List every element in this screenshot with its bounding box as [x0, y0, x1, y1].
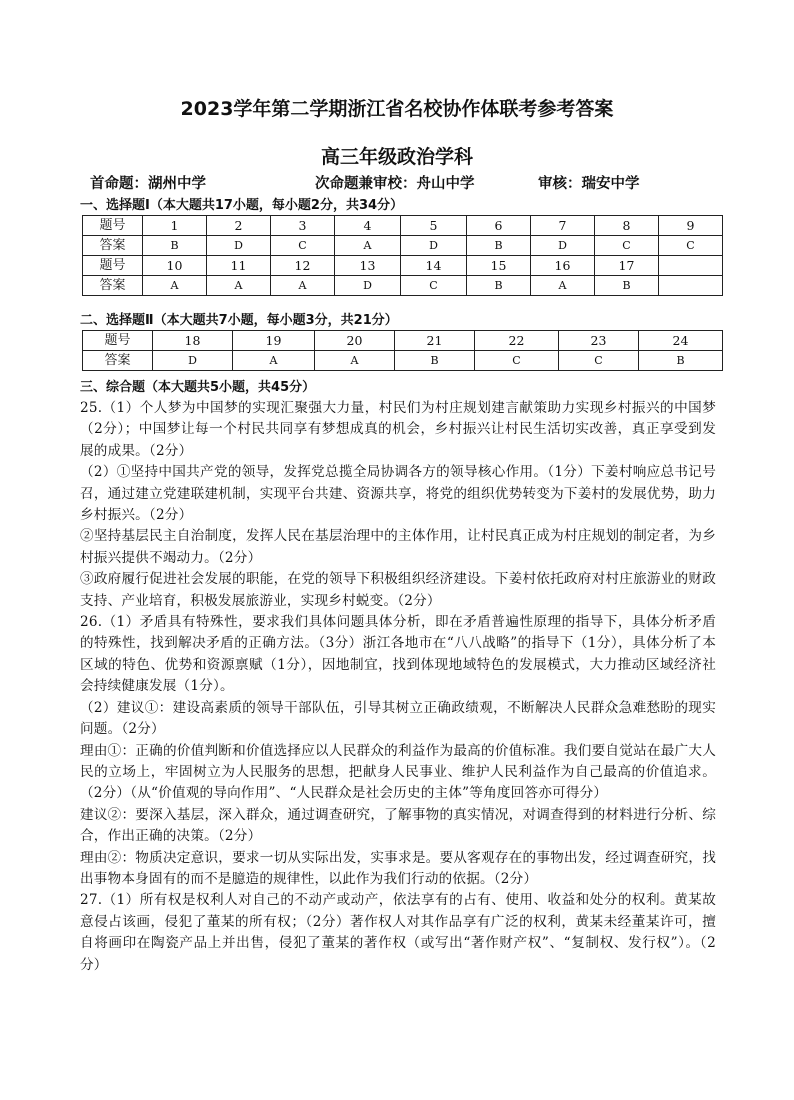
answer-cell: A	[143, 276, 207, 296]
row-label: 答案	[83, 236, 143, 256]
answer-cell: D	[401, 236, 467, 256]
reviewer: 审核：瑞安中学	[538, 176, 640, 192]
answer-cell: D	[153, 351, 233, 371]
question-number: 20	[315, 331, 395, 351]
answer-cell: C	[271, 236, 335, 256]
question-number: 8	[595, 216, 659, 236]
table-row	[83, 216, 723, 236]
row-label: 题号	[83, 216, 143, 236]
question-number: 13	[335, 256, 401, 276]
answer-paragraph: 理由①：正确的价值判断和价值选择应以人民群众的利益作为最高的价值标准。我们要自觉站在最广大人民的立场上，牢固树立为人民服务的思想，把献身人民事业、维护人民利益作为自己最高的价值追求。（2分）（从“价值观的导向作用”、“人民群众是社会历史的主体”等角度回答亦可得分）	[80, 742, 716, 802]
question-number: 7	[531, 216, 595, 236]
answer-cell: B	[143, 236, 207, 256]
answer-paragraph: ②坚持基层民主自治制度，发挥人民在基层治理中的主体作用，让村民真正成为村庄规划的制定者，为乡村振兴提供不竭动力。（2分）	[80, 528, 716, 566]
answer-paragraph: ③政府履行促进社会发展的职能，在党的领导下积极组织经济建设。下姜村依托政府对村庄旅游业的财政支持、产业培育，积极发展旅游业，实现乡村蜕变。（2分）	[80, 571, 716, 609]
question-number: 18	[153, 331, 233, 351]
answer-cell: B	[395, 351, 475, 371]
question-number: 16	[531, 256, 595, 276]
question-number: 3	[271, 216, 335, 236]
table-row	[83, 256, 723, 276]
section2-heading: 二、选择题Ⅱ（本大题共7小题，每小题3分，共21分）	[80, 313, 398, 328]
answer-cell: D	[335, 276, 401, 296]
question-number: 24	[639, 331, 723, 351]
answer-cell: A	[335, 236, 401, 256]
answer-paragraph: 建议②：要深入基层，深入群众，通过调查研究，了解事物的真实情况，对调查得到的材料进行分析、综合，作出正确的决策。（2分）	[80, 806, 716, 845]
question-number: 9	[659, 216, 723, 236]
question-number: 21	[395, 331, 475, 351]
comprehensive-answers	[80, 398, 716, 976]
answer-cell: C	[475, 351, 559, 371]
question-number: 14	[401, 256, 467, 276]
credits-line	[90, 172, 740, 194]
section3-heading: 三、综合题（本大题共5小题，共45分）	[80, 380, 316, 395]
row-label: 题号	[83, 256, 143, 276]
answer-cell: A	[271, 276, 335, 296]
section1-answer-table	[82, 215, 723, 296]
answer-cell	[659, 276, 723, 296]
question-number: 23	[559, 331, 639, 351]
question-number: 10	[143, 256, 207, 276]
question-number: 15	[467, 256, 531, 276]
section1-heading: 一、选择题Ⅰ（本大题共17小题，每小题2分，共34分）	[80, 198, 404, 213]
question-number: 2	[207, 216, 271, 236]
row-label: 答案	[83, 276, 143, 296]
answer-cell: C	[659, 236, 723, 256]
answer-paragraph: 理由②：物质决定意识，要求一切从实际出发，实事求是。要从客观存在的事物出发，经过调查研究，找出事物本身固有的而不是臆造的规律性，以此作为我们行动的依据。（2分）	[80, 849, 716, 887]
page-title: 2023学年第二学期浙江省名校协作体联考参考答案	[180, 98, 614, 120]
answer-cell: B	[467, 236, 531, 256]
answer-cell: D	[207, 236, 271, 256]
question-number	[659, 256, 723, 276]
question-number: 5	[401, 216, 467, 236]
answer-cell: C	[401, 276, 467, 296]
answer-paragraph: 26.（1）矛盾具有特殊性，要求我们具体问题具体分析，即在矛盾普遍性原理的指导下，具体分析矛盾的特殊性，找到解决矛盾的正确方法。（3分）浙江各地市在“八八战略”的指导下（1分），具体分析了本区域的特色、优势和资源禀赋（1分），因地制宜，找到体现地域特色的发展模式，大力推动区域经济社会持续健康发展（1分）。	[80, 614, 716, 695]
answer-cell: A	[207, 276, 271, 296]
answer-cell: A	[315, 351, 395, 371]
section2-answer-table	[82, 330, 723, 371]
question-number: 19	[233, 331, 315, 351]
question-number: 6	[467, 216, 531, 236]
answer-cell: C	[559, 351, 639, 371]
answer-cell: A	[531, 276, 595, 296]
row-label: 题号	[83, 331, 153, 351]
question-number: 12	[271, 256, 335, 276]
answer-cell: B	[595, 276, 659, 296]
question-number: 22	[475, 331, 559, 351]
answer-paragraph: 25.（1）个人梦为中国梦的实现汇聚强大力量，村民们为村庄规划建言献策助力实现乡村振兴的中国梦（2分）；中国梦让每一个村民共同享有梦想成真的机会，乡村振兴让村民生活切实改善，真正享受到发展的成果。（2分）	[80, 400, 716, 459]
table-row	[83, 276, 723, 296]
subject-title: 高三年级政治学科	[320, 146, 473, 168]
question-number: 17	[595, 256, 659, 276]
answer-paragraph: （2）①坚持中国共产党的领导，发挥党总揽全局协调各方的领导核心作用。（1分）下姜村响应总书记号召，通过建立党建联建机制，实现平台共建、资源共享，将党的组织优势转变为下姜村的发展优势，助力乡村振兴。（2分）	[80, 464, 716, 524]
answer-cell: B	[639, 351, 723, 371]
answer-paragraph: 27.（1）所有权是权利人对自己的不动产或动产，依法享有的占有、使用、收益和处分的权利。黄某故意侵占该画，侵犯了董某的所有权；（2分）著作权人对其作品享有广泛的权利，黄某未经董某许可，擅自将画印在陶瓷产品上并出售，侵犯了董某的著作权（或写出“著作财产权”、“复制权、发行权”）。（2分）	[80, 892, 716, 973]
question-number: 4	[335, 216, 401, 236]
answer-paragraph: （2）建议①：建设高素质的领导干部队伍，引导其树立正确政绩观，不断解决人民群众急难愁盼的现实问题。（2分）	[80, 699, 716, 738]
answer-cell: B	[467, 276, 531, 296]
table-row	[83, 236, 723, 256]
answer-cell: A	[233, 351, 315, 371]
question-number: 1	[143, 216, 207, 236]
answer-cell: D	[531, 236, 595, 256]
table-row	[83, 351, 723, 371]
question-number: 11	[207, 256, 271, 276]
table-row	[83, 331, 723, 351]
first-setter: 首命题：湖州中学	[90, 176, 206, 192]
row-label: 答案	[83, 351, 153, 371]
second-setter: 次命题兼审校：舟山中学	[315, 176, 475, 192]
answer-cell: C	[595, 236, 659, 256]
